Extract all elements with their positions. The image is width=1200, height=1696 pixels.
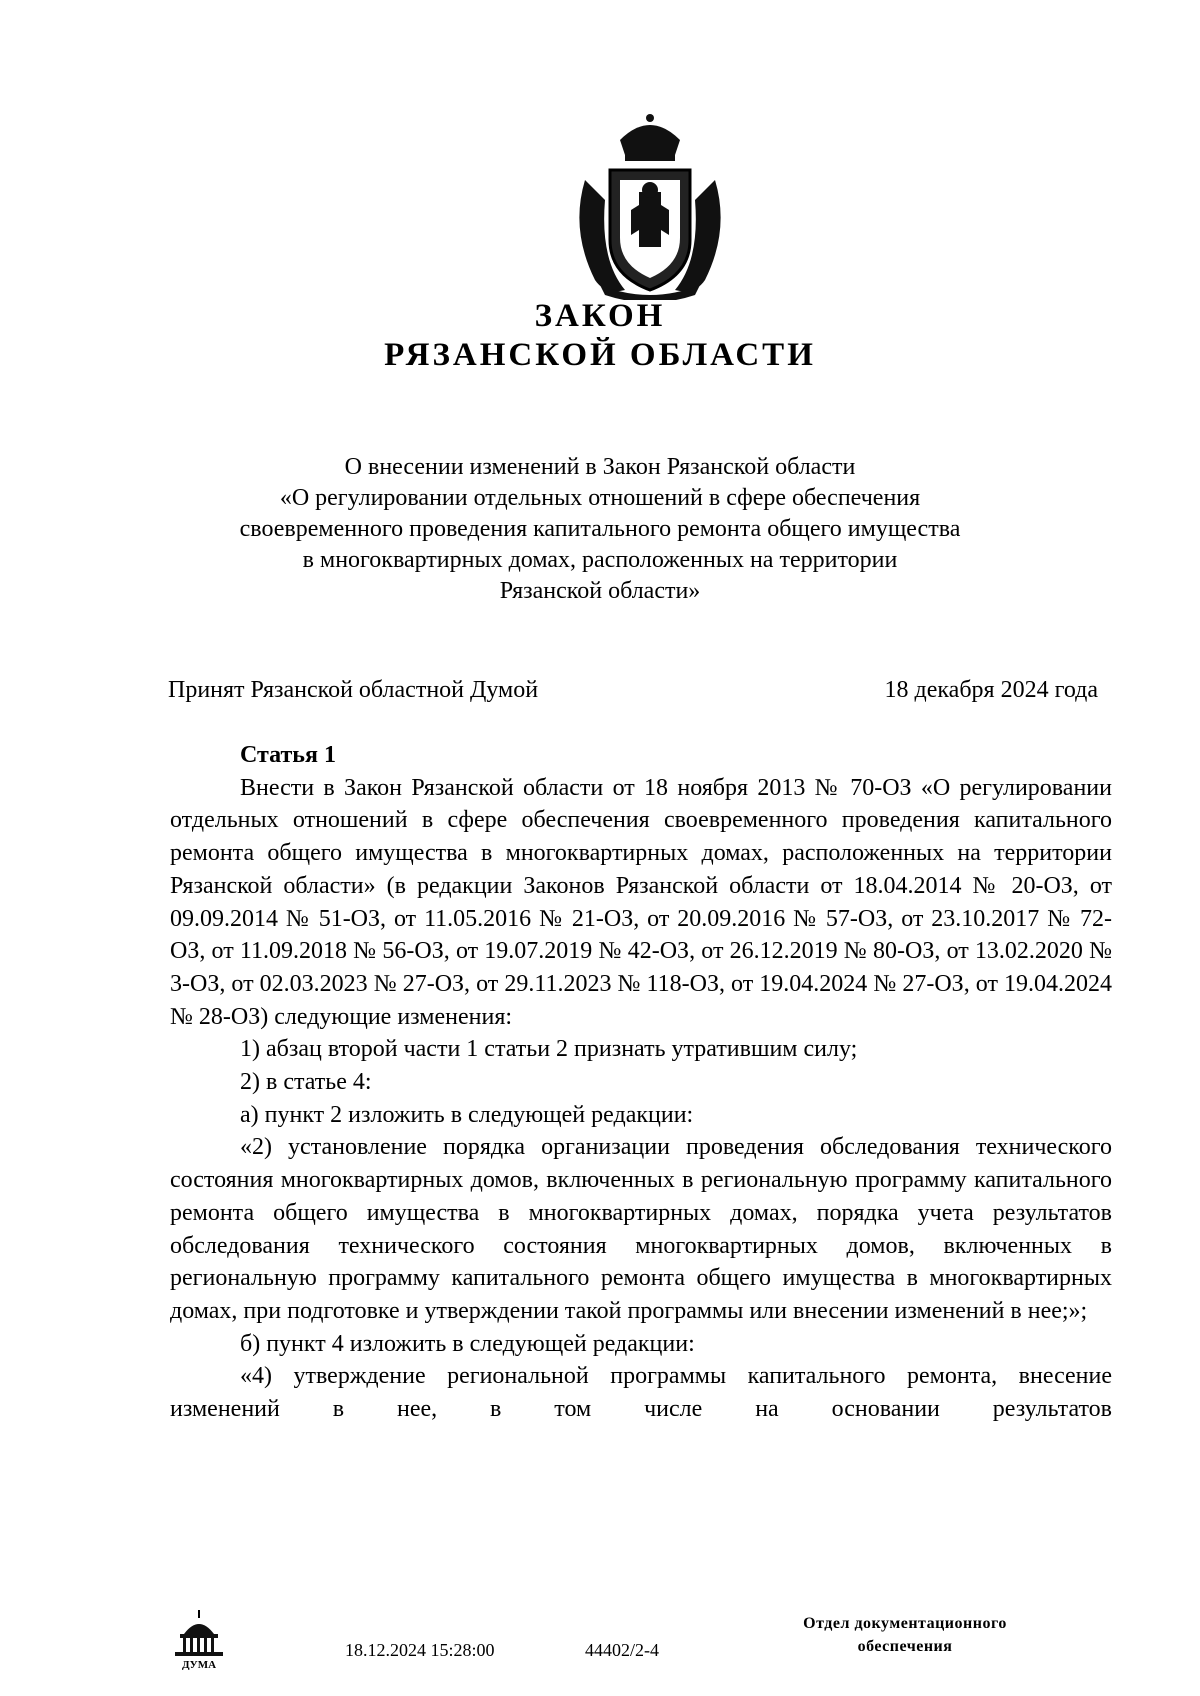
document-number: 44402/2-4 [585, 1640, 659, 1660]
subject-line: Рязанской области» [499, 578, 701, 604]
article-paragraph: б) пункт 4 изложить в следующей редакции: [240, 1330, 695, 1357]
subject-line: «О регулировании отдельных отношений в сфере обеспечения [279, 485, 921, 511]
subject-line: О внесении изменений в Закон Рязанской области [344, 454, 856, 480]
subject-line: своевременного проведения капитального ремонта общего имущества [239, 516, 961, 542]
article-paragraph: 1) абзац второй части 1 статьи 2 признать утратившим силу; [240, 1036, 858, 1063]
duma-logo-icon [170, 1608, 228, 1670]
article-paragraph: Внести в Закон Рязанской области от 18 ноября 2013 № 70-ОЗ «О регулировании отдельных отношений в сфере обеспечения своевременного проведения капитального ремонта общего имущества в многоквартирных домах, расположенных на территории Рязанской области» (в редакции Законов Рязанской области от 18.04.2014 № 20-ОЗ, от 09.09.2014 № 51-ОЗ, от 11.05.2016 № 21-ОЗ, от 20.09.2016 № 57-ОЗ, от 23.10.2017 № 72-ОЗ, от 11.09.2018 № 56-ОЗ, от 19.07.2019 № 42-ОЗ, от 26.12.2019 № 80-ОЗ, от 13.02.2020 № 3-ОЗ, от 02.03.2023 № 27-ОЗ, от 29.11.2023 № 118-ОЗ, от 19.04.2024 № 27-ОЗ, от 19.04.2024 № 28-ОЗ) следующие изменения: [170, 774, 1112, 1030]
law-subject [150, 452, 1050, 607]
adoption-line [168, 677, 1098, 704]
coat-of-arms-icon [565, 110, 735, 300]
department-line: обеспечения [857, 1638, 953, 1655]
law-title: ЗАКОН [534, 298, 666, 334]
department-line: Отдел документационного [803, 1615, 1007, 1632]
article-paragraph: «2) установление порядка организации проведения обследования технического состояния многоквартирных домов, включенных в региональную программу капитального ремонта общего имущества в многоквартирных домах, порядка учета результатов обследования технического состояния многоквартирных домов, включенных в региональную программу капитального ремонта общего имущества в многоквартирных домах, при подготовке и утверждении такой программы или внесении изменений в нее;»; [170, 1134, 1112, 1324]
region-title: РЯЗАНСКОЙ ОБЛАСТИ [384, 337, 816, 373]
article-heading: Статья 1 [240, 742, 336, 768]
department-stamp [760, 1612, 1050, 1658]
subject-line: в многоквартирных домах, расположенных на территории [302, 547, 898, 573]
article-paragraph: а) пункт 2 изложить в следующей редакции: [240, 1101, 694, 1128]
adopted-by: Принят Рязанской областной Думой [168, 677, 539, 703]
article-body [170, 739, 1112, 1426]
article-paragraph: 2) в статье 4: [240, 1069, 372, 1096]
adoption-date: 18 декабря 2024 года [884, 677, 1098, 703]
article-paragraph: «4) утверждение региональной программы капитального ремонта, внесение изменений в нее, в том числе на основании результатов [170, 1363, 1112, 1423]
registration-timestamp: 18.12.2024 15:28:00 [345, 1640, 495, 1660]
duma-logo-text: ДУМА [181, 1659, 217, 1670]
